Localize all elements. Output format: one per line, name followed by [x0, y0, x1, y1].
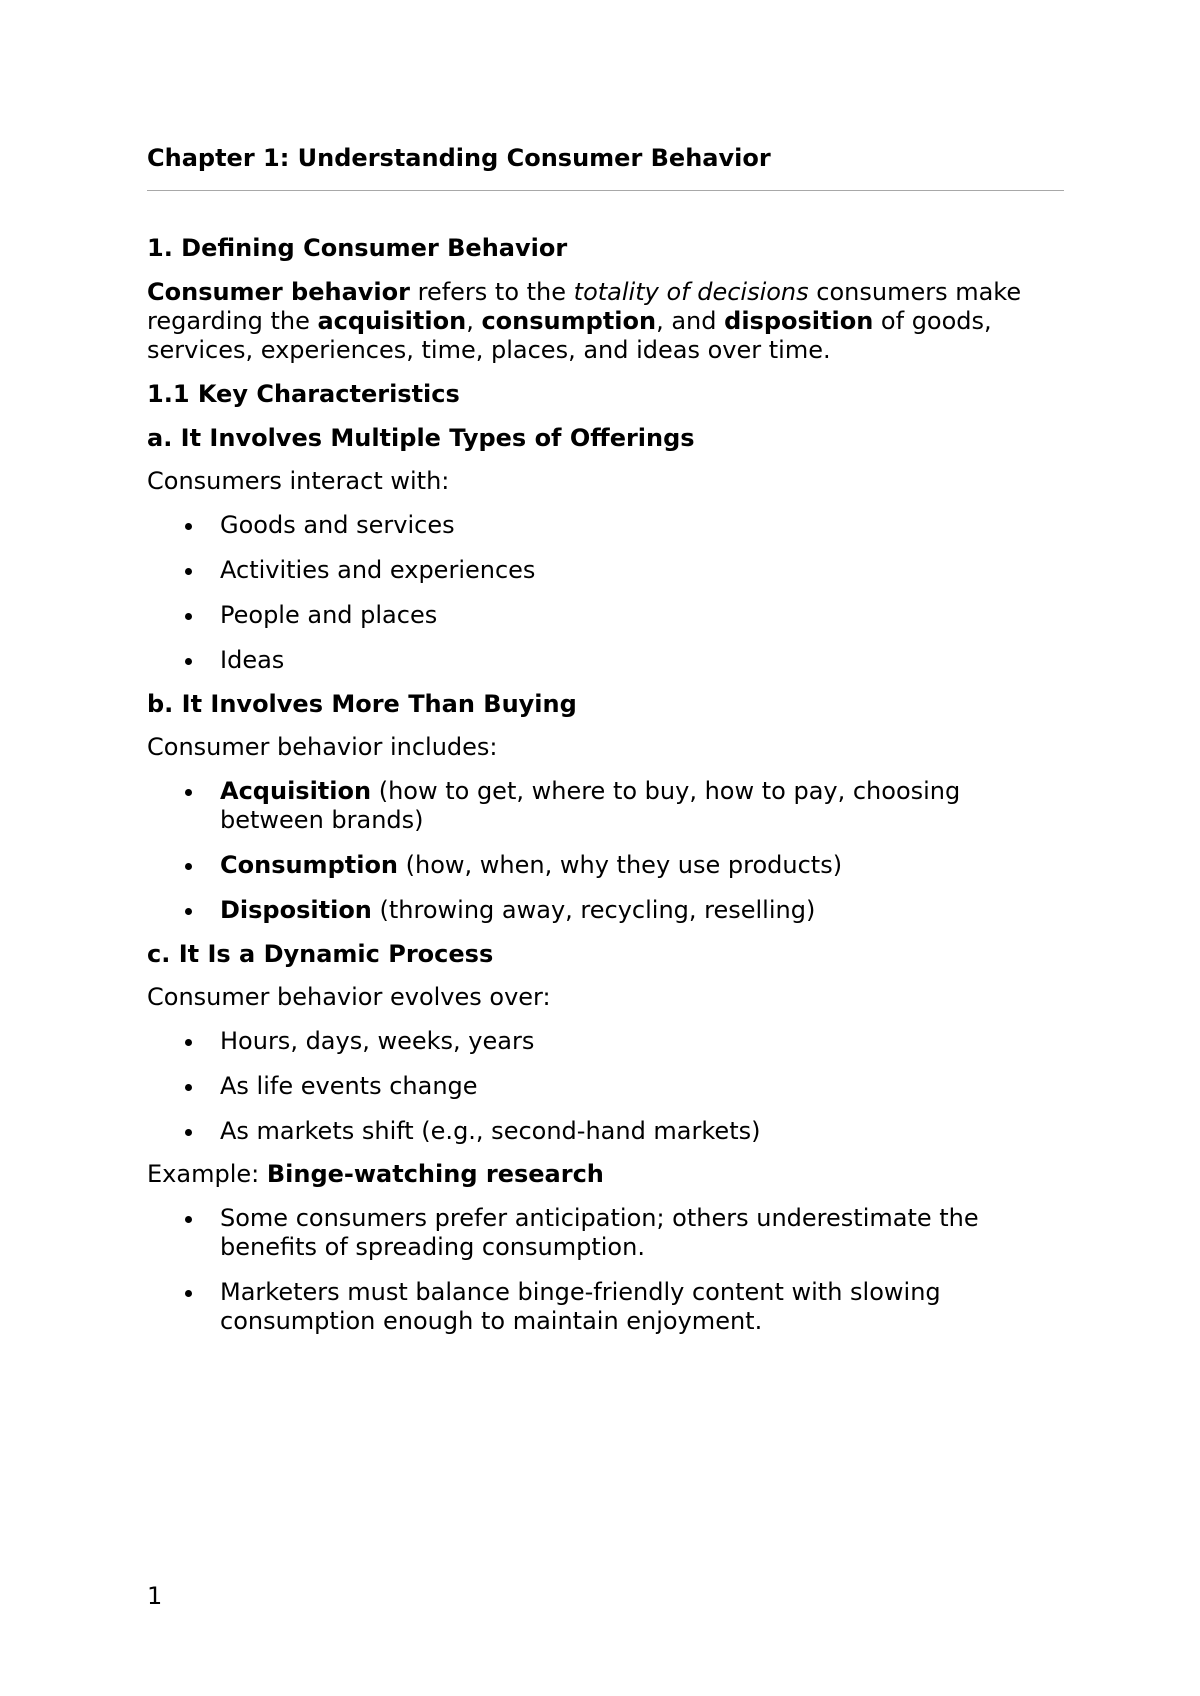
- list-item-text: As markets shift (e.g., second-hand markets): [220, 1117, 761, 1145]
- list-item-text: People and places: [220, 601, 438, 629]
- list-item-text: Goods and services: [220, 511, 455, 539]
- definition-keyword-acquisition: acquisition: [317, 307, 467, 335]
- title-divider: [147, 190, 1064, 191]
- evolution-list: [147, 1027, 1064, 1146]
- bullet-icon: [185, 523, 192, 530]
- heading-more-than-buying: b. It Involves More Than Buying: [147, 690, 577, 718]
- bullet-icon: [185, 568, 192, 575]
- list-item: [147, 777, 1064, 835]
- more-than-buying-intro: Consumer behavior includes:: [147, 733, 498, 761]
- definition-paragraph: [147, 278, 1064, 365]
- list-item: [147, 1072, 1064, 1101]
- list-item: [147, 1204, 1064, 1262]
- document-body: [147, 233, 1064, 1350]
- definition-term: Consumer behavior: [147, 278, 410, 306]
- bullet-icon: [185, 1290, 192, 1297]
- bullet-icon: [185, 1039, 192, 1046]
- page-number: 1: [147, 1582, 163, 1610]
- chapter-title: Chapter 1: Understanding Consumer Behavior: [147, 144, 771, 172]
- subsection-heading-key-characteristics: 1.1 Key Characteristics: [147, 380, 460, 408]
- list-item-detail: (throwing away, recycling, reselling): [371, 896, 816, 924]
- bullet-icon: [185, 789, 192, 796]
- definition-keyword-disposition: disposition: [724, 307, 874, 335]
- list-item: [147, 646, 1064, 675]
- definition-text-4: , and: [656, 307, 725, 335]
- bullet-icon: [185, 613, 192, 620]
- definition-text-1: refers to the: [409, 278, 574, 306]
- list-item-text: Ideas: [220, 646, 285, 674]
- definition-text-3: ,: [466, 307, 482, 335]
- list-item-text: Hours, days, weeks, years: [220, 1027, 535, 1055]
- list-item-term: Consumption: [220, 851, 399, 879]
- example-title: Binge-watching research: [266, 1160, 604, 1188]
- list-item: [147, 1278, 1064, 1336]
- heading-dynamic-process: c. It Is a Dynamic Process: [147, 940, 494, 968]
- bullet-icon: [185, 908, 192, 915]
- document-page: [147, 0, 1064, 1696]
- list-item-text: Activities and experiences: [220, 556, 536, 584]
- section-heading-defining: 1. Defining Consumer Behavior: [147, 234, 568, 262]
- list-item-term: Disposition: [220, 896, 372, 924]
- offerings-list: [147, 511, 1064, 675]
- definition-emphasis: totality of decisions: [573, 278, 809, 306]
- bullet-icon: [185, 1129, 192, 1136]
- bullet-icon: [185, 863, 192, 870]
- list-item: [147, 556, 1064, 585]
- behavior-stages-list: [147, 777, 1064, 925]
- list-item: [147, 1027, 1064, 1056]
- list-item-text: Some consumers prefer anticipation; others underestimate the benefits of spreading consumption.: [220, 1204, 979, 1261]
- dynamic-process-intro: Consumer behavior evolves over:: [147, 983, 551, 1011]
- list-item-detail: (how, when, why they use products): [398, 851, 843, 879]
- bullet-icon: [185, 1084, 192, 1091]
- list-item-detail: (how to get, where to buy, how to pay, choosing between brands): [220, 777, 961, 834]
- definition-keyword-consumption: consumption: [481, 307, 657, 335]
- list-item-term: Acquisition: [220, 777, 372, 805]
- heading-offerings: a. It Involves Multiple Types of Offerings: [147, 424, 695, 452]
- definition-text-5: of goods, services, experiences, time, places, and ideas over time.: [147, 307, 992, 364]
- example-line: [147, 1160, 1064, 1189]
- list-item-text: As life events change: [220, 1072, 478, 1100]
- example-list: [147, 1204, 1064, 1336]
- bullet-icon: [185, 658, 192, 665]
- list-item: [147, 1117, 1064, 1146]
- bullet-icon: [185, 1216, 192, 1223]
- list-item: [147, 601, 1064, 630]
- list-item: [147, 851, 1064, 880]
- list-item-text: Marketers must balance binge-friendly content with slowing consumption enough to maintain enjoyment.: [220, 1278, 941, 1335]
- list-item: [147, 511, 1064, 540]
- offerings-intro: Consumers interact with:: [147, 467, 450, 495]
- definition-text-2: consumers make regarding the: [147, 278, 1022, 335]
- list-item: [147, 896, 1064, 925]
- example-prefix: Example:: [147, 1160, 267, 1188]
